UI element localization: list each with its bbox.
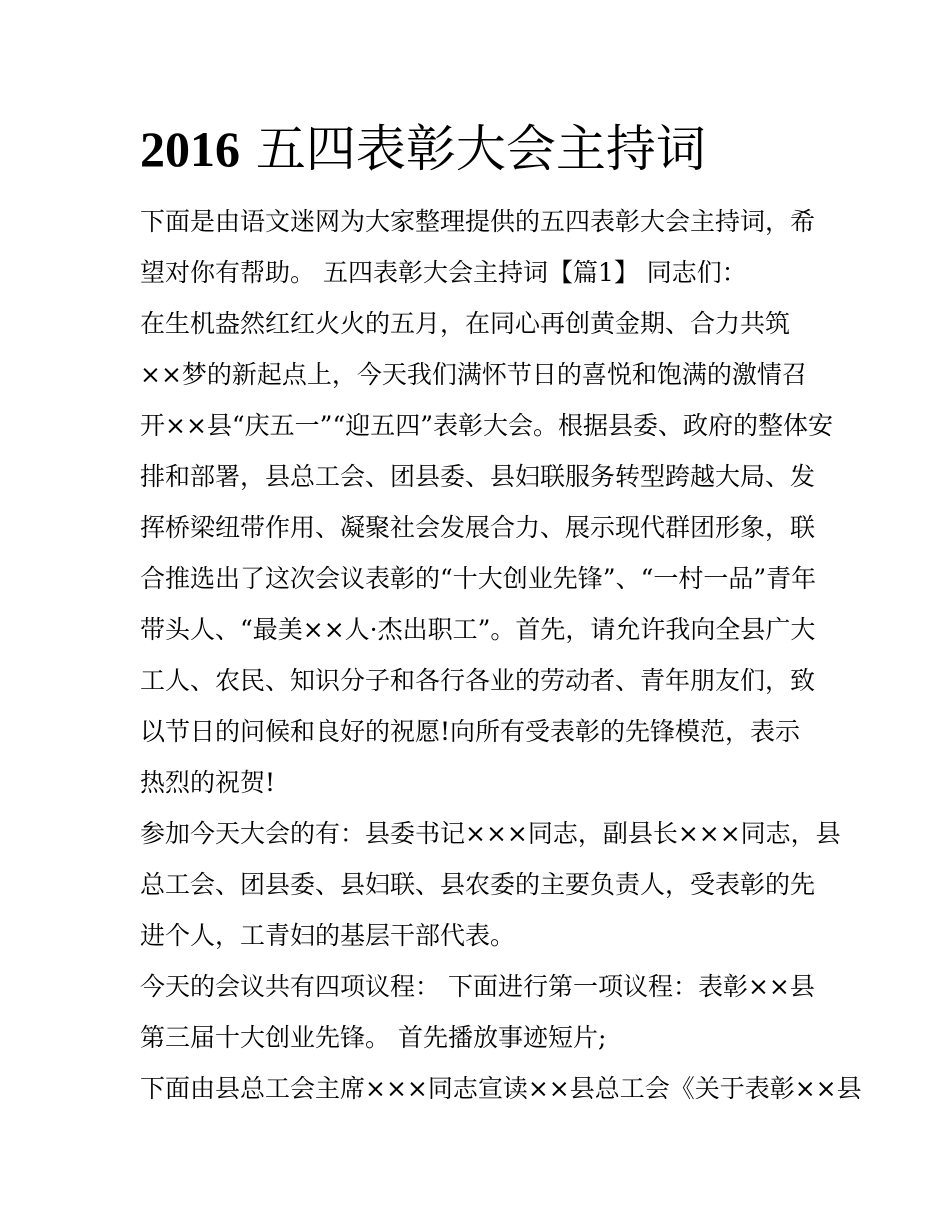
text-line: 第三届十大创业先锋。 首先播放事迹短片; [140,1023,607,1052]
text-line: 总工会、团县委、县妇联、县农委的主要负责人，受表彰的先 [140,870,816,899]
text-line: 以节日的问候和良好的祝愿!向所有受表彰的先锋模范，表示 [140,717,801,746]
text-line: 合推选出了这次会议表彰的“十大创业先锋”、“一村一品”青年 [140,564,817,593]
paragraph-intro [140,196,820,298]
text-line: 工人、农民、知识分子和各行各业的劳动者、青年朋友们，致 [140,666,816,695]
text-line: 开××县“庆五一”“迎五四”表彰大会。根据县委、政府的整体安 [140,411,834,440]
text-line: 带头人、“最美××人·杰出职工”。首先，请允许我向全县广大 [140,615,816,644]
paragraph-announcement [140,1063,862,1114]
text-line: 下面是由语文迷网为大家整理提供的五四表彰大会主持词，希 [140,207,816,236]
paragraph-opening [140,298,834,808]
title-year: 2016 [140,121,240,177]
text-line: 望对你有帮助。 五四表彰大会主持词【篇1】 同志们： [140,258,747,287]
paragraph-attendees [140,808,841,961]
text-line: 排和部署，县总工会、团县委、县妇联服务转型跨越大局、发 [140,462,816,491]
text-line: ××梦的新起点上，今天我们满怀节日的喜悦和饱满的激情召 [140,360,807,389]
text-line: 挥桥梁纽带作用、凝聚社会发展合力、展示现代群团形象，联 [140,513,816,542]
paragraph-agenda [140,961,820,1063]
document-title [140,118,706,180]
document-body [140,196,862,1114]
text-line: 在生机盎然红红火火的五月，在同心再创黄金期、合力共筑 [140,309,791,338]
text-line: 热烈的祝贺! [140,768,276,797]
text-line: 今天的会议共有四项议程： 下面进行第一项议程：表彰××县 [140,972,815,1001]
text-line: 下面由县总工会主席×××同志宣读××县总工会《关于表彰××县 [140,1074,862,1103]
text-line: 进个人，工青妇的基层干部代表。 [140,921,516,950]
text-line: 参加今天大会的有：县委书记×××同志，副县长×××同志，县 [140,819,841,848]
title-text: 五四表彰大会主持词 [240,120,706,178]
